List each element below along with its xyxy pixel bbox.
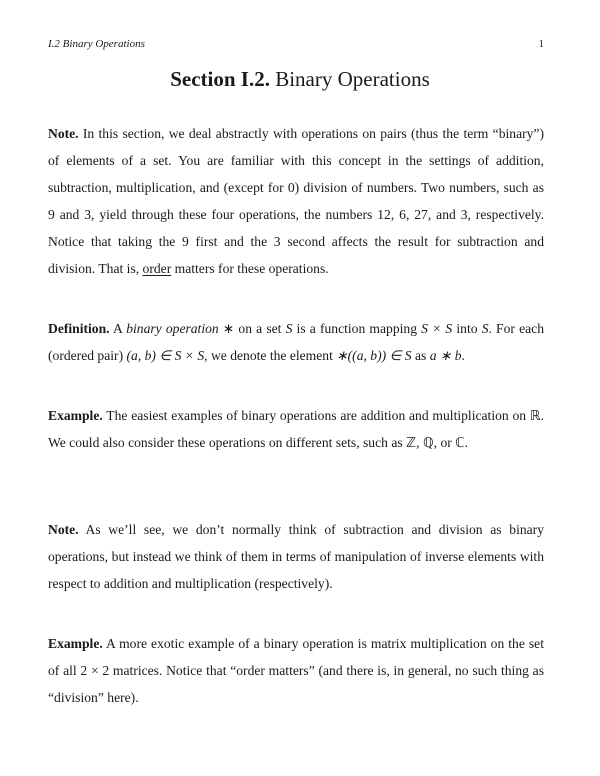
defined-term: binary operation	[126, 321, 219, 336]
math-expression: S × S	[421, 321, 453, 336]
underlined-word-order: order	[142, 261, 172, 276]
math-expression: ∗((a, b)) ∈ S	[336, 348, 412, 363]
example-label: Example.	[48, 636, 103, 651]
math-expression: (a, b) ∈ S × S	[126, 348, 205, 363]
note-text: As we’ll see, we don’t normally think of subtraction and division as binary operations, but instead we think of them in terms of manipulation of inverse elements with respect to addition and multiplication (respectively).	[48, 522, 544, 591]
section-name: Binary Operations	[275, 67, 430, 91]
section-title	[0, 66, 600, 92]
math-expression: S	[481, 321, 489, 336]
header-section-label: I.2 Binary Operations	[48, 38, 145, 50]
example-text: The easiest examples of binary operations are addition and multiplication on ℝ. We could also consider these operations on different sets, such as ℤ, ℚ, or ℂ.	[48, 408, 544, 450]
definition-text: into	[452, 321, 482, 336]
note-text-part-2: matters for these operations.	[171, 261, 329, 276]
definition-text: ∗ on a set	[218, 321, 286, 336]
example-paragraph-2	[48, 630, 544, 711]
math-expression: S	[285, 321, 293, 336]
definition-text: is a function mapping	[292, 321, 422, 336]
example-text: A more exotic example of a binary operation is matrix multiplication on the set of all 2 × 2 matrices. Notice that “order matters” (and there is, in general, no such thing as “division” here).	[48, 636, 544, 705]
note-label: Note.	[48, 126, 79, 141]
note-label: Note.	[48, 522, 79, 537]
note-text-part-1: In this section, we deal abstractly with operations on pairs (thus the term “binary”) of elements of a set. You are familiar with this concept in the settings of addition, subtraction, multiplication, and (except for 0) division of numbers. Two numbers, such as 9 and 3, yield through these four operations, the numbers 12, 6, 27, and 3, respectively. Notice that taking the 9 first and the 3 second affects the result for subtraction and division. That is,	[48, 126, 544, 276]
definition-text: as	[411, 348, 430, 363]
running-header	[48, 37, 544, 51]
definition-text: .	[461, 348, 465, 363]
example-paragraph-1	[48, 402, 544, 456]
definition-text: . For each (ordered pair)	[48, 321, 544, 363]
note-paragraph-1	[48, 120, 544, 282]
example-label: Example.	[48, 408, 103, 423]
math-expression: a ∗ b	[429, 348, 462, 363]
definition-paragraph	[48, 315, 544, 369]
definition-label: Definition.	[48, 321, 110, 336]
note-paragraph-2	[48, 516, 544, 597]
section-number: Section I.2.	[170, 67, 270, 91]
definition-text: A	[112, 321, 127, 336]
definition-text: , we denote the element	[204, 348, 337, 363]
page-number: 1	[538, 38, 544, 50]
